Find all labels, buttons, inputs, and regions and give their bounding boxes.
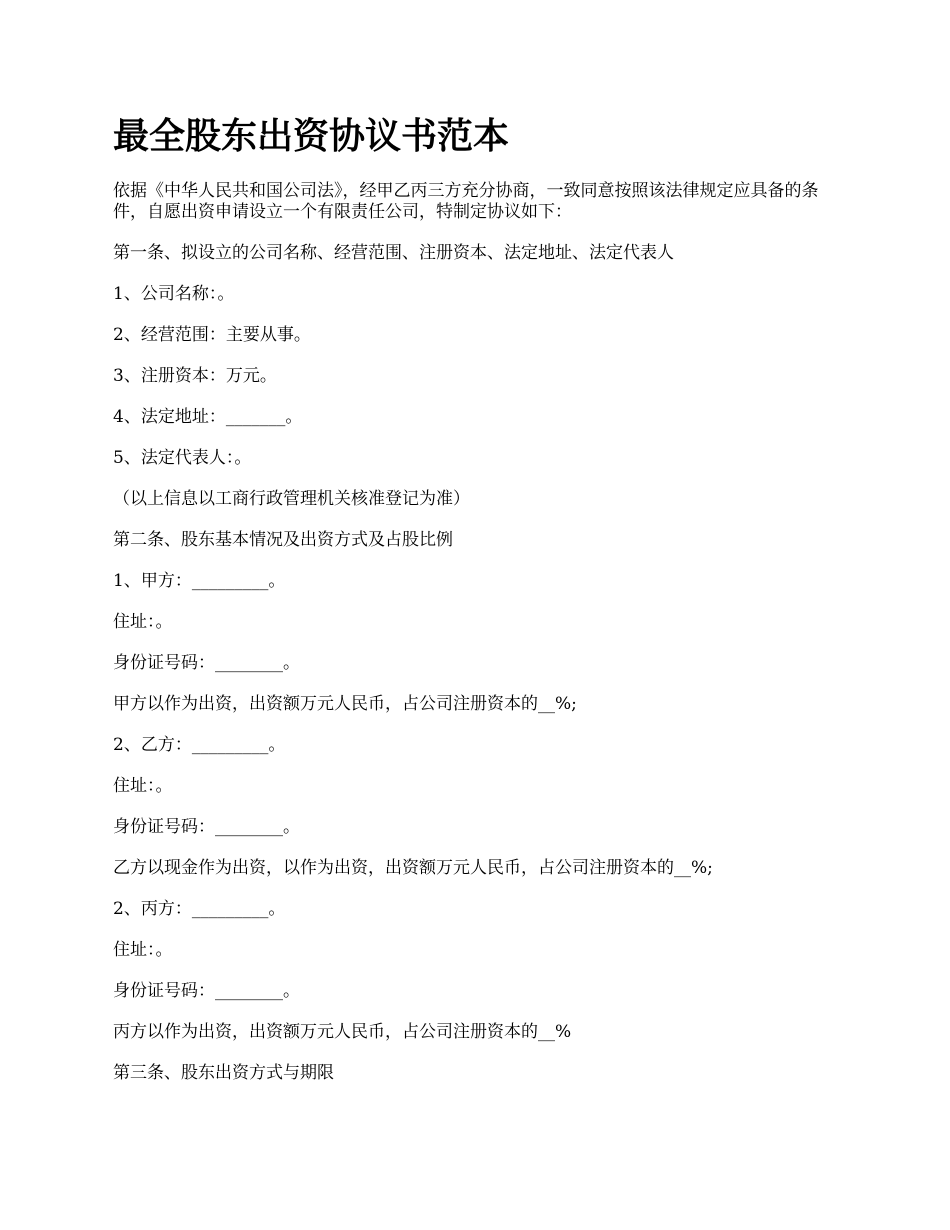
party-c-address-line: 住址：。 [113,940,173,960]
party-c-contribution-line: 丙方以作为出资，出资额万元人民币，占公司注册资本的__% [113,1022,572,1042]
party-c-id-line: 身份证号码：________。 [113,981,300,1001]
party-b-contribution-line: 乙方以现金作为出资，以作为出资，出资额万元人民币，占公司注册资本的__%; [113,858,713,878]
business-scope-line: 2、经营范围：主要从事。 [113,325,311,345]
legal-address-line: 4、法定地址：_______。 [113,407,303,427]
intro-paragraph: 依据《中华人民共和国公司法》，经甲乙丙三方充分协商，一致同意按照该法律规定应具备的条件，自愿出资申请设立一个有限责任公司，特制定协议如下： [113,181,819,222]
document-title: 最全股东出资协议书范本 [113,115,510,157]
party-c-name-line: 2、丙方：_________。 [113,899,286,919]
article-1-heading: 第一条、拟设立的公司名称、经营范围、注册资本、法定地址、法定代表人 [113,243,674,263]
article-3-heading: 第三条、股东出资方式与期限 [113,1063,334,1083]
party-b-name-line: 2、乙方：_________。 [113,735,286,755]
registered-capital-line: 3、注册资本：万元。 [113,366,277,386]
party-b-address-line: 住址：。 [113,776,173,796]
party-a-id-line: 身份证号码：________。 [113,653,300,673]
registration-note: （以上信息以工商行政管理机关核准登记为准） [113,489,470,509]
party-a-contribution-line: 甲方以作为出资，出资额万元人民币，占公司注册资本的__%; [113,694,577,714]
company-name-line: 1、公司名称：。 [113,284,235,304]
article-2-heading: 第二条、股东基本情况及出资方式及占股比例 [113,530,453,550]
party-a-name-line: 1、甲方：_________。 [113,571,286,591]
party-a-address-line: 住址：。 [113,612,173,632]
legal-representative-line: 5、法定代表人：。 [113,448,252,468]
party-b-id-line: 身份证号码：________。 [113,817,300,837]
